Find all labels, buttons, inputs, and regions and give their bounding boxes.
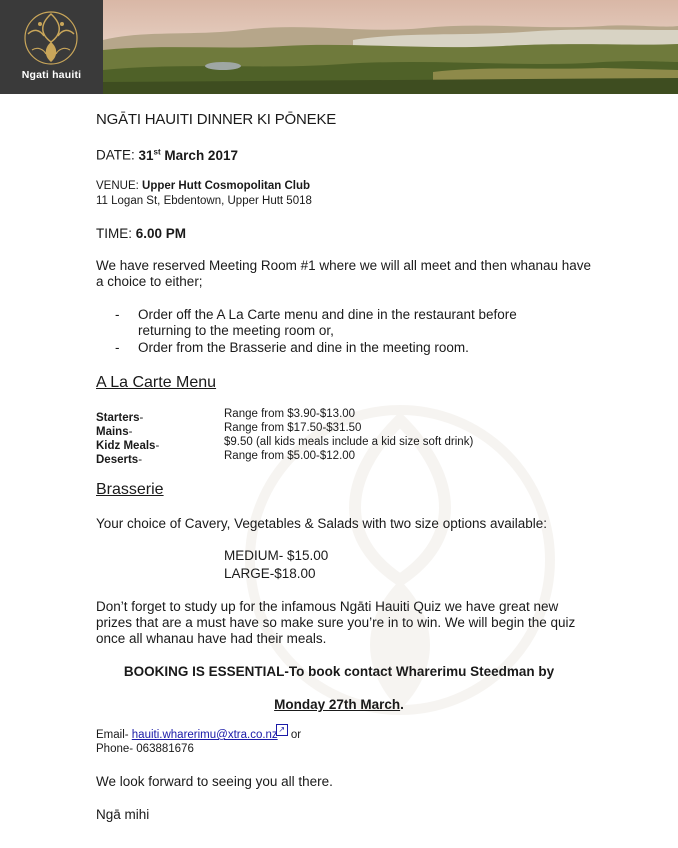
email-line <box>96 725 302 742</box>
menu-item-value: Range from $17.50-$31.50 <box>224 422 362 434</box>
menu-item-value: Range from $3.90-$13.00 <box>224 408 356 420</box>
date-day: 31 <box>138 147 154 163</box>
menu-item-value: $9.50 (all kids meals include a kid size soft drink) <box>224 436 474 448</box>
phone-line: Phone- 063881676 <box>96 743 194 755</box>
time-label: TIME: <box>96 226 136 241</box>
brasserie-large: LARGE-$18.00 <box>224 566 316 581</box>
date-suffix: st <box>153 147 161 156</box>
option-dash: - <box>115 307 120 322</box>
email-link[interactable]: hauiti.wharerimu@xtra.co.nz <box>131 729 278 741</box>
logo <box>0 0 103 94</box>
brasserie-medium: MEDIUM- $15.00 <box>224 548 329 563</box>
brasserie-heading: Brasserie <box>96 481 164 498</box>
brasserie-text: Your choice of Cavery, Vegetables & Salads with two size options available: <box>96 516 548 531</box>
email-label: Email- <box>96 729 132 741</box>
quiz-paragraph: Don’t forget to study up for the infamous Ngāti Hauiti Quiz we have great new prizes that are a must have so make sure you’re in to win. We will begin the quiz once all whanau have had their meals. <box>96 599 576 646</box>
date-line <box>96 147 238 163</box>
email-or: or <box>287 729 302 741</box>
venue-address: 11 Logan St, Ebdentown, Upper Hutt 5018 <box>96 195 312 207</box>
date-rest: March 2017 <box>160 147 238 163</box>
booking-date: Monday 27th March <box>274 697 401 712</box>
menu-item-dash: - <box>155 440 160 452</box>
date-label: DATE: <box>96 147 139 163</box>
option-line: Order from the Brasserie and dine in the meeting room. <box>138 340 469 355</box>
venue-line <box>96 180 310 192</box>
time-line <box>96 226 186 241</box>
option-line: Order off the A La Carte menu and dine in the restaurant before <box>138 307 517 322</box>
intro-paragraph: We have reserved Meeting Room #1 where we will all meet and then whanau have a choice to either; <box>96 258 592 289</box>
signoff: Ngā mihi <box>96 807 150 822</box>
booking-line: BOOKING IS ESSENTIAL-To book contact Wharerimu Steedman by <box>123 664 555 679</box>
menu-item-dash: - <box>128 426 133 438</box>
booking-period: . <box>400 697 404 712</box>
option-line: returning to the meeting room or, <box>138 323 334 338</box>
logo-text: Ngati hauiti <box>21 69 82 81</box>
menu-item-dash: - <box>139 412 144 424</box>
header-banner <box>0 0 678 94</box>
venue-name: Upper Hutt Cosmopolitan Club <box>142 180 311 192</box>
page-title: NGĀTI HAUITI DINNER KI PŌNEKE <box>96 111 337 128</box>
landscape-image <box>103 0 678 94</box>
hauiti-emblem-icon <box>0 0 103 70</box>
alacarte-heading: A La Carte Menu <box>96 374 217 391</box>
option-dash: - <box>115 340 120 355</box>
venue-label: VENUE: <box>96 180 143 192</box>
time-value: 6.00 PM <box>135 226 187 241</box>
external-link-icon[interactable]: ↗ <box>276 724 288 736</box>
menu-item-name: Kidz Meals <box>96 440 156 452</box>
menu-item-name: Mains <box>96 426 129 438</box>
booking-deadline <box>0 697 678 712</box>
menu-item-name: Deserts <box>96 454 139 466</box>
menu-item-deserts <box>96 450 142 468</box>
menu-item-value: Range from $5.00-$12.00 <box>224 450 356 462</box>
closing-line: We look forward to seeing you all there. <box>96 774 333 789</box>
menu-item-dash: - <box>138 454 143 466</box>
menu-item-name: Starters <box>96 412 140 424</box>
